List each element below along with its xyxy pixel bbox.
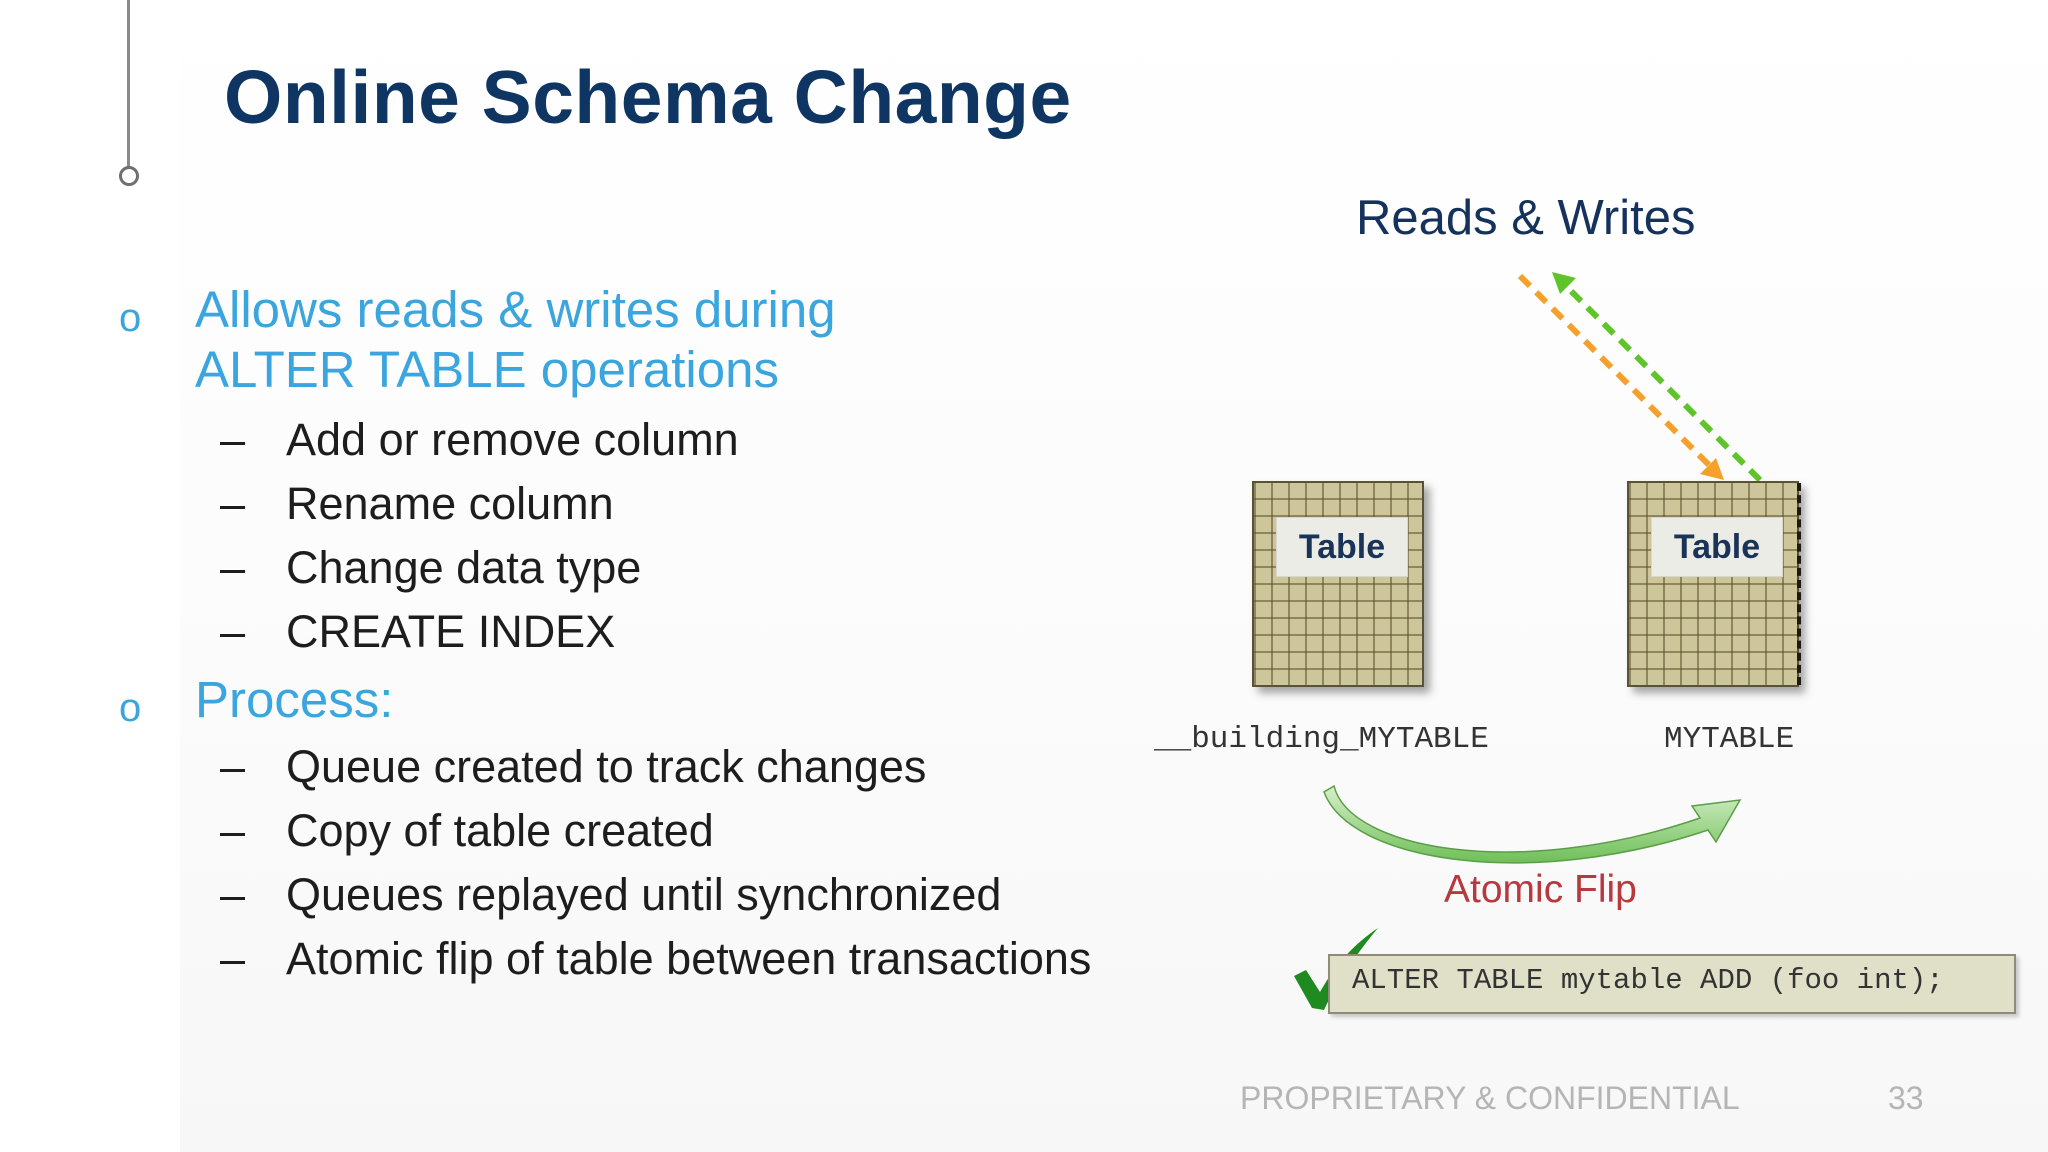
mytable-name: MYTABLE [1664, 722, 1795, 757]
page-number: 33 [1888, 1080, 1924, 1116]
dash-marker: – [220, 542, 246, 593]
sub-bullet-text: Add or remove column [286, 414, 739, 465]
bullet-text-line2: ALTER TABLE operations [195, 341, 779, 398]
sub-bullet-text: Queues replayed until synchronized [286, 869, 1002, 920]
sub-bullet-text: Rename column [286, 478, 614, 529]
dash-marker: – [220, 606, 246, 657]
table-building [1252, 481, 1424, 687]
table-mytable [1627, 481, 1799, 687]
sub-bullet-text: Copy of table created [286, 805, 714, 856]
atomic-flip-label: Atomic Flip [1444, 868, 1637, 911]
bullet-marker: o [119, 296, 142, 340]
alter-command-text: ALTER TABLE mytable ADD (foo int); [1352, 964, 1944, 997]
table-label: Table [1651, 517, 1783, 577]
footer-confidential: PROPRIETARY & CONFIDENTIAL [1240, 1080, 1740, 1116]
sub-bullet-text: Change data type [286, 542, 642, 593]
alter-command-box [1328, 954, 2016, 1014]
building-table-name: __building_MYTABLE [1154, 722, 1489, 757]
atomic-flip-arrow [1324, 786, 1740, 863]
sub-bullet-text: Atomic flip of table between transactions [286, 933, 1092, 984]
read-arrow [1520, 276, 1724, 480]
dash-marker: – [220, 414, 246, 465]
write-arrow [1552, 272, 1760, 480]
sub-bullet-text: CREATE INDEX [286, 606, 616, 657]
table-label: Table [1276, 517, 1408, 577]
reads-writes-label: Reads & Writes [1356, 191, 1696, 245]
sub-bullet-text: Queue created to track changes [286, 741, 927, 792]
dash-marker: – [220, 478, 246, 529]
bullet-marker: o [119, 686, 142, 730]
slide-title: Online Schema Change [224, 55, 1072, 139]
dash-marker: – [220, 869, 246, 920]
bullet-text-line1: Process: [195, 671, 394, 728]
dash-marker: – [220, 805, 246, 856]
bullet-text-line1: Allows reads & writes during [195, 281, 836, 338]
dash-marker: – [220, 933, 246, 984]
dash-marker: – [220, 741, 246, 792]
table-divider-line [1797, 483, 1801, 685]
